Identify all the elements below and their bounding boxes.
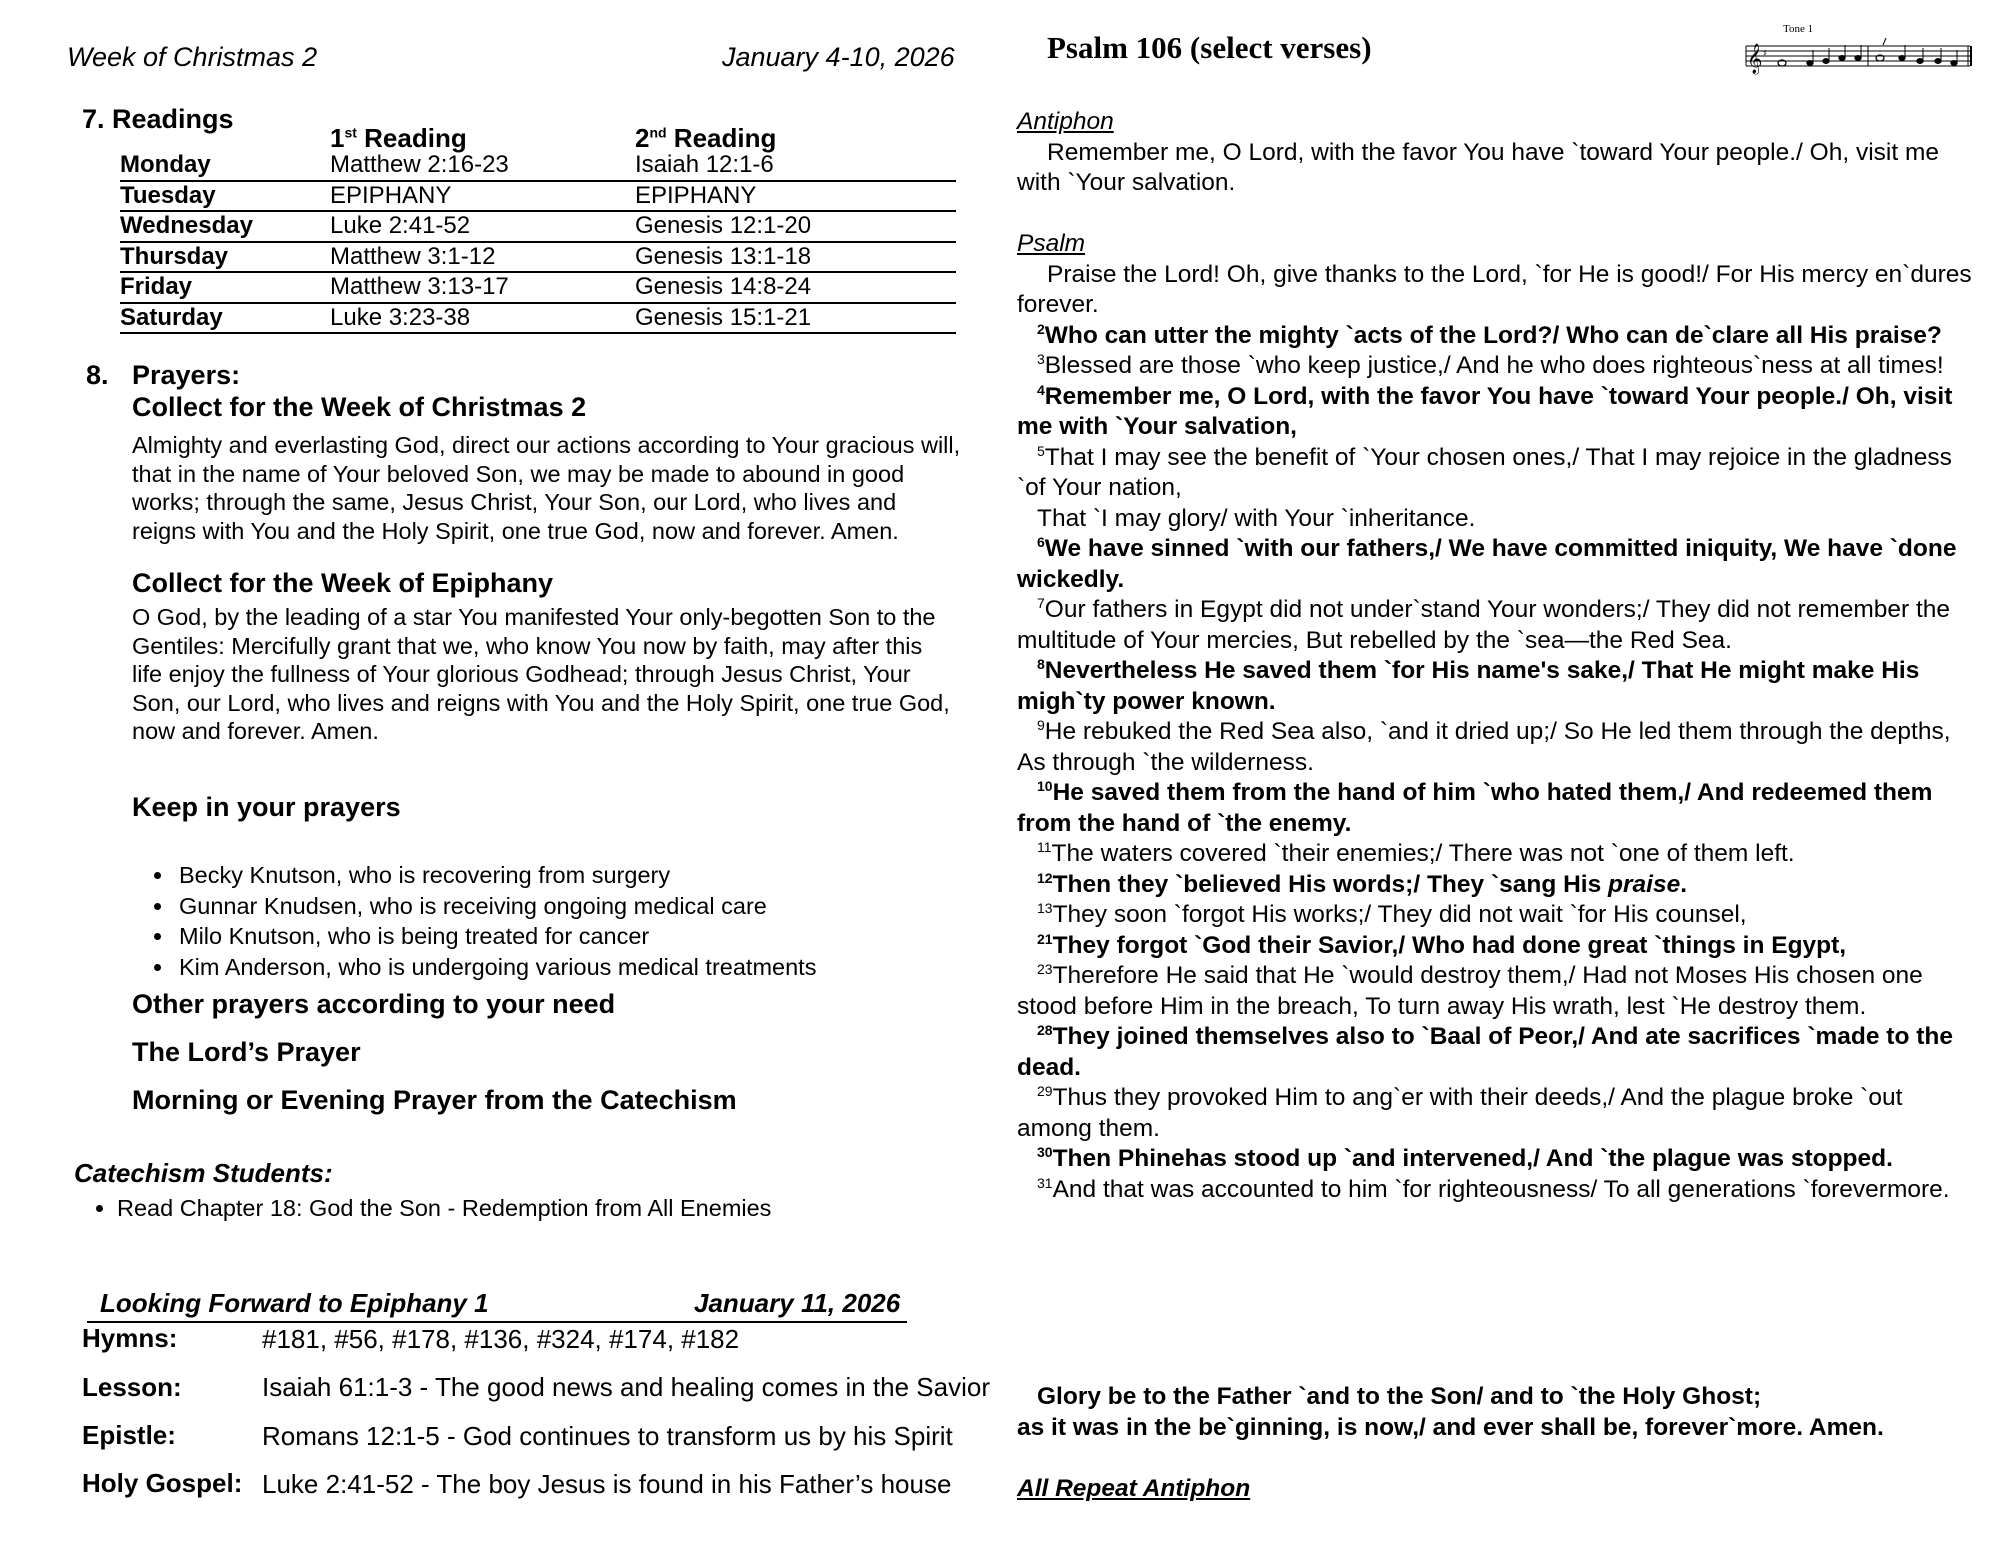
verse-4: $^4$Remember me, O Lord, with the favor You have `toward Your people./ Oh, visit me with `Your salvation, <box>1017 381 1953 440</box>
lesson-value: Isaiah 61:1-3 - The good news and healing comes in the Savior <box>262 1372 990 1402</box>
catechism-list <box>92 1193 771 1223</box>
all-repeat-antiphon: All Repeat Antiphon <box>1017 1475 1251 1502</box>
keep-prayers-title: Keep in your prayers <box>132 792 401 822</box>
verse-30: $^{30}$Then Phinehas stood up `and intervened,/ And `the plague was stopped. <box>1037 1143 1893 1172</box>
verse-23: $^{23}$Therefore He said that He `would destroy them,/ Had not Moses His chosen one stood before Him in the breach, To turn away His wrath, lest `He destroy them. <box>1017 960 1923 1020</box>
svg-text:♯: ♯ <box>1763 49 1768 59</box>
hymns-value: #181, #56, #178, #136, #324, #174, #182 <box>262 1324 740 1354</box>
verse-9: $^9$He rebuked the Red Sea also, `and it dried up;/ So He led them through the depths, As through `the wilderness. <box>1017 716 1951 776</box>
verse-7: $^7$Our fathers in Egypt did not under`stand Your wonders;/ They did not remember the multitude of Your mercies, But rebelled by the `sea—the Red Sea. <box>1017 594 1951 654</box>
hymns-label: Hymns: <box>82 1323 178 1353</box>
table-row: Friday Matthew 3:13-17 Genesis 14:8-24 <box>120 272 956 303</box>
verse-10: $^{10}$He saved them from the hand of him `who hated them,/ And redeemed them from the hand of `the enemy. <box>1017 777 1933 837</box>
week-dates: January 4-10, 2026 <box>722 42 955 72</box>
other-prayers: Other prayers according to your need <box>132 989 616 1019</box>
collect-christmas-text: Almighty and everlasting God, direct our actions according to Your gracious will, that in the name of Your beloved Son, we may be made to abound in good works; through the same, Jesus Christ, Your Son, our Lord, who lives and reigns with You and the Holy Spirit, one true God, now and forever. Amen. <box>132 432 961 544</box>
catechism-prayer: Morning or Evening Prayer from the Catechism <box>132 1085 737 1115</box>
second-reading-header: 2nd Reading <box>635 123 777 153</box>
list-item: • Gunnar Knudsen, who is receiving ongoing medical care <box>175 891 816 922</box>
verse-28: $^{28}$They joined themselves also to `Baal of Peor,/ And ate sacrifices `made to the dead. <box>1017 1021 1953 1081</box>
table-row: Thursday Matthew 3:1-12 Genesis 13:1-18 <box>120 242 956 273</box>
psalm-section <box>1017 229 1982 1205</box>
prayer-list <box>150 860 816 982</box>
music-staff-icon <box>1742 36 1972 76</box>
prayers-number: 8. <box>86 360 109 390</box>
prayers-heading: Prayers: <box>132 360 241 390</box>
verse-31: $^{31}$And that was accounted to him `for righteousness/ To all generations `forevermore. <box>1037 1174 1950 1203</box>
collect-epiphany-text: O God, by the leading of a star You manifested Your only-begotten Son to the Gentiles: Mercifully grant that we, who know You now by faith, may after this life enjoy the fullness of Your glorious Godhead; through Jesus Christ, Your Son, our Lord, who lives and reigns with You and the Holy Spirit, one true God, now and forever. Amen. <box>132 604 950 744</box>
svg-text:𝄞: 𝄞 <box>1747 44 1763 74</box>
collect-christmas-title: Collect for the Week of Christmas 2 <box>132 392 587 422</box>
verse-6: $^6$We have sinned `with our fathers,/ We have committed iniquity, We have `done wickedly. <box>1017 533 1957 593</box>
first-reading-header: 1st Reading <box>330 123 467 153</box>
table-row: Monday Matthew 2:16-23 Isaiah 12:1-6 <box>120 151 956 181</box>
tone-label: Tone 1 <box>1783 23 1814 35</box>
verse-2: $^2$Who can utter the mighty `acts of the Lord?/ Who can de`clare all His praise? <box>1037 320 1942 349</box>
epistle-label: Epistle: <box>82 1420 176 1450</box>
divider <box>87 1321 907 1323</box>
readings-heading: 7. Readings <box>82 104 234 134</box>
list-item: • Read Chapter 18: God the Son - Redemption from All Enemies <box>117 1193 771 1223</box>
table-row: Tuesday EPIPHANY EPIPHANY <box>120 181 956 212</box>
verse-12: $^{12}$Then they `believed His words;/ They `sang His praise. <box>1037 869 1688 898</box>
verse-8: $^8$Nevertheless He saved them `for His name's sake,/ That He might make His migh`ty power known. <box>1017 655 1920 715</box>
list-item: • Milo Knutson, who is being treated for cancer <box>175 921 816 952</box>
list-item: • Kim Anderson, who is undergoing various medical treatments <box>175 952 816 983</box>
readings-table <box>120 151 956 334</box>
antiphon-label: Antiphon <box>1017 108 1114 135</box>
verse-21: $^{21}$They forgot `God their Savior,/ Who had done great `things in Egypt, <box>1037 930 1847 959</box>
gospel-label: Holy Gospel: <box>82 1468 243 1498</box>
gloria-line-1: Glory be to the Father `and to the Son/ and to `the Holy Ghost; <box>1037 1383 1762 1410</box>
list-item: • Becky Knutson, who is recovering from surgery <box>175 860 816 891</box>
gloria-line-2: as it was in the be`ginning, is now,/ and ever shall be, forever`more. Amen. <box>1017 1413 1884 1441</box>
verse-3: $^3$Blessed are those `who keep justice,/ And he who does righteous`ness at all times! <box>1037 350 1944 379</box>
verse-5: $^5$That I may see the benefit of `Your chosen ones,/ That I may rejoice in the gladness `of Your nation, <box>1017 442 1952 501</box>
psalm-label: Psalm <box>1017 230 1086 257</box>
verse-5b: That `I may glory/ with Your `inheritance. <box>1037 504 1476 532</box>
table-row: Saturday Luke 3:23-38 Genesis 15:1-21 <box>120 303 956 334</box>
week-title: Week of Christmas 2 <box>67 42 318 72</box>
catechism-heading: Catechism Students: <box>74 1158 333 1188</box>
verse-13: $^{13}$They soon `forgot His works;/ They did not wait `for His counsel, <box>1037 899 1747 928</box>
verse-11: $^{11}$The waters covered `their enemies;/ There was not `one of them left. <box>1037 838 1795 867</box>
lords-prayer: The Lord’s Prayer <box>132 1037 361 1067</box>
gloria-patri <box>1017 1382 1982 1443</box>
psalm-title: Psalm 106 (select verses) <box>1047 30 1372 65</box>
looking-forward-date: January 11, 2026 <box>694 1288 901 1318</box>
gospel-value: Luke 2:41-52 - The boy Jesus is found in his Father’s house <box>262 1469 952 1499</box>
antiphon-text: Remember me, O Lord, with the favor You have `toward Your people./ Oh, visit me with `Your salvation. <box>1017 138 1939 196</box>
antiphon-section <box>1017 107 1982 199</box>
verse-1: Praise the Lord! Oh, give thanks to the Lord, `for He is good!/ For His mercy en`dures forever. <box>1017 260 1972 318</box>
repeat-antiphon <box>1017 1474 1982 1505</box>
looking-forward-title: Looking Forward to Epiphany 1 <box>100 1288 489 1318</box>
epistle-value: Romans 12:1-5 - God continues to transform us by his Spirit <box>262 1421 953 1451</box>
collect-epiphany-title: Collect for the Week of Epiphany <box>132 568 554 598</box>
lesson-label: Lesson: <box>82 1372 182 1402</box>
verse-29: $^{29}$Thus they provoked Him to ang`er with their deeds,/ And the plague broke `out among them. <box>1017 1082 1903 1142</box>
table-row: Wednesday Luke 2:41-52 Genesis 12:1-20 <box>120 211 956 242</box>
